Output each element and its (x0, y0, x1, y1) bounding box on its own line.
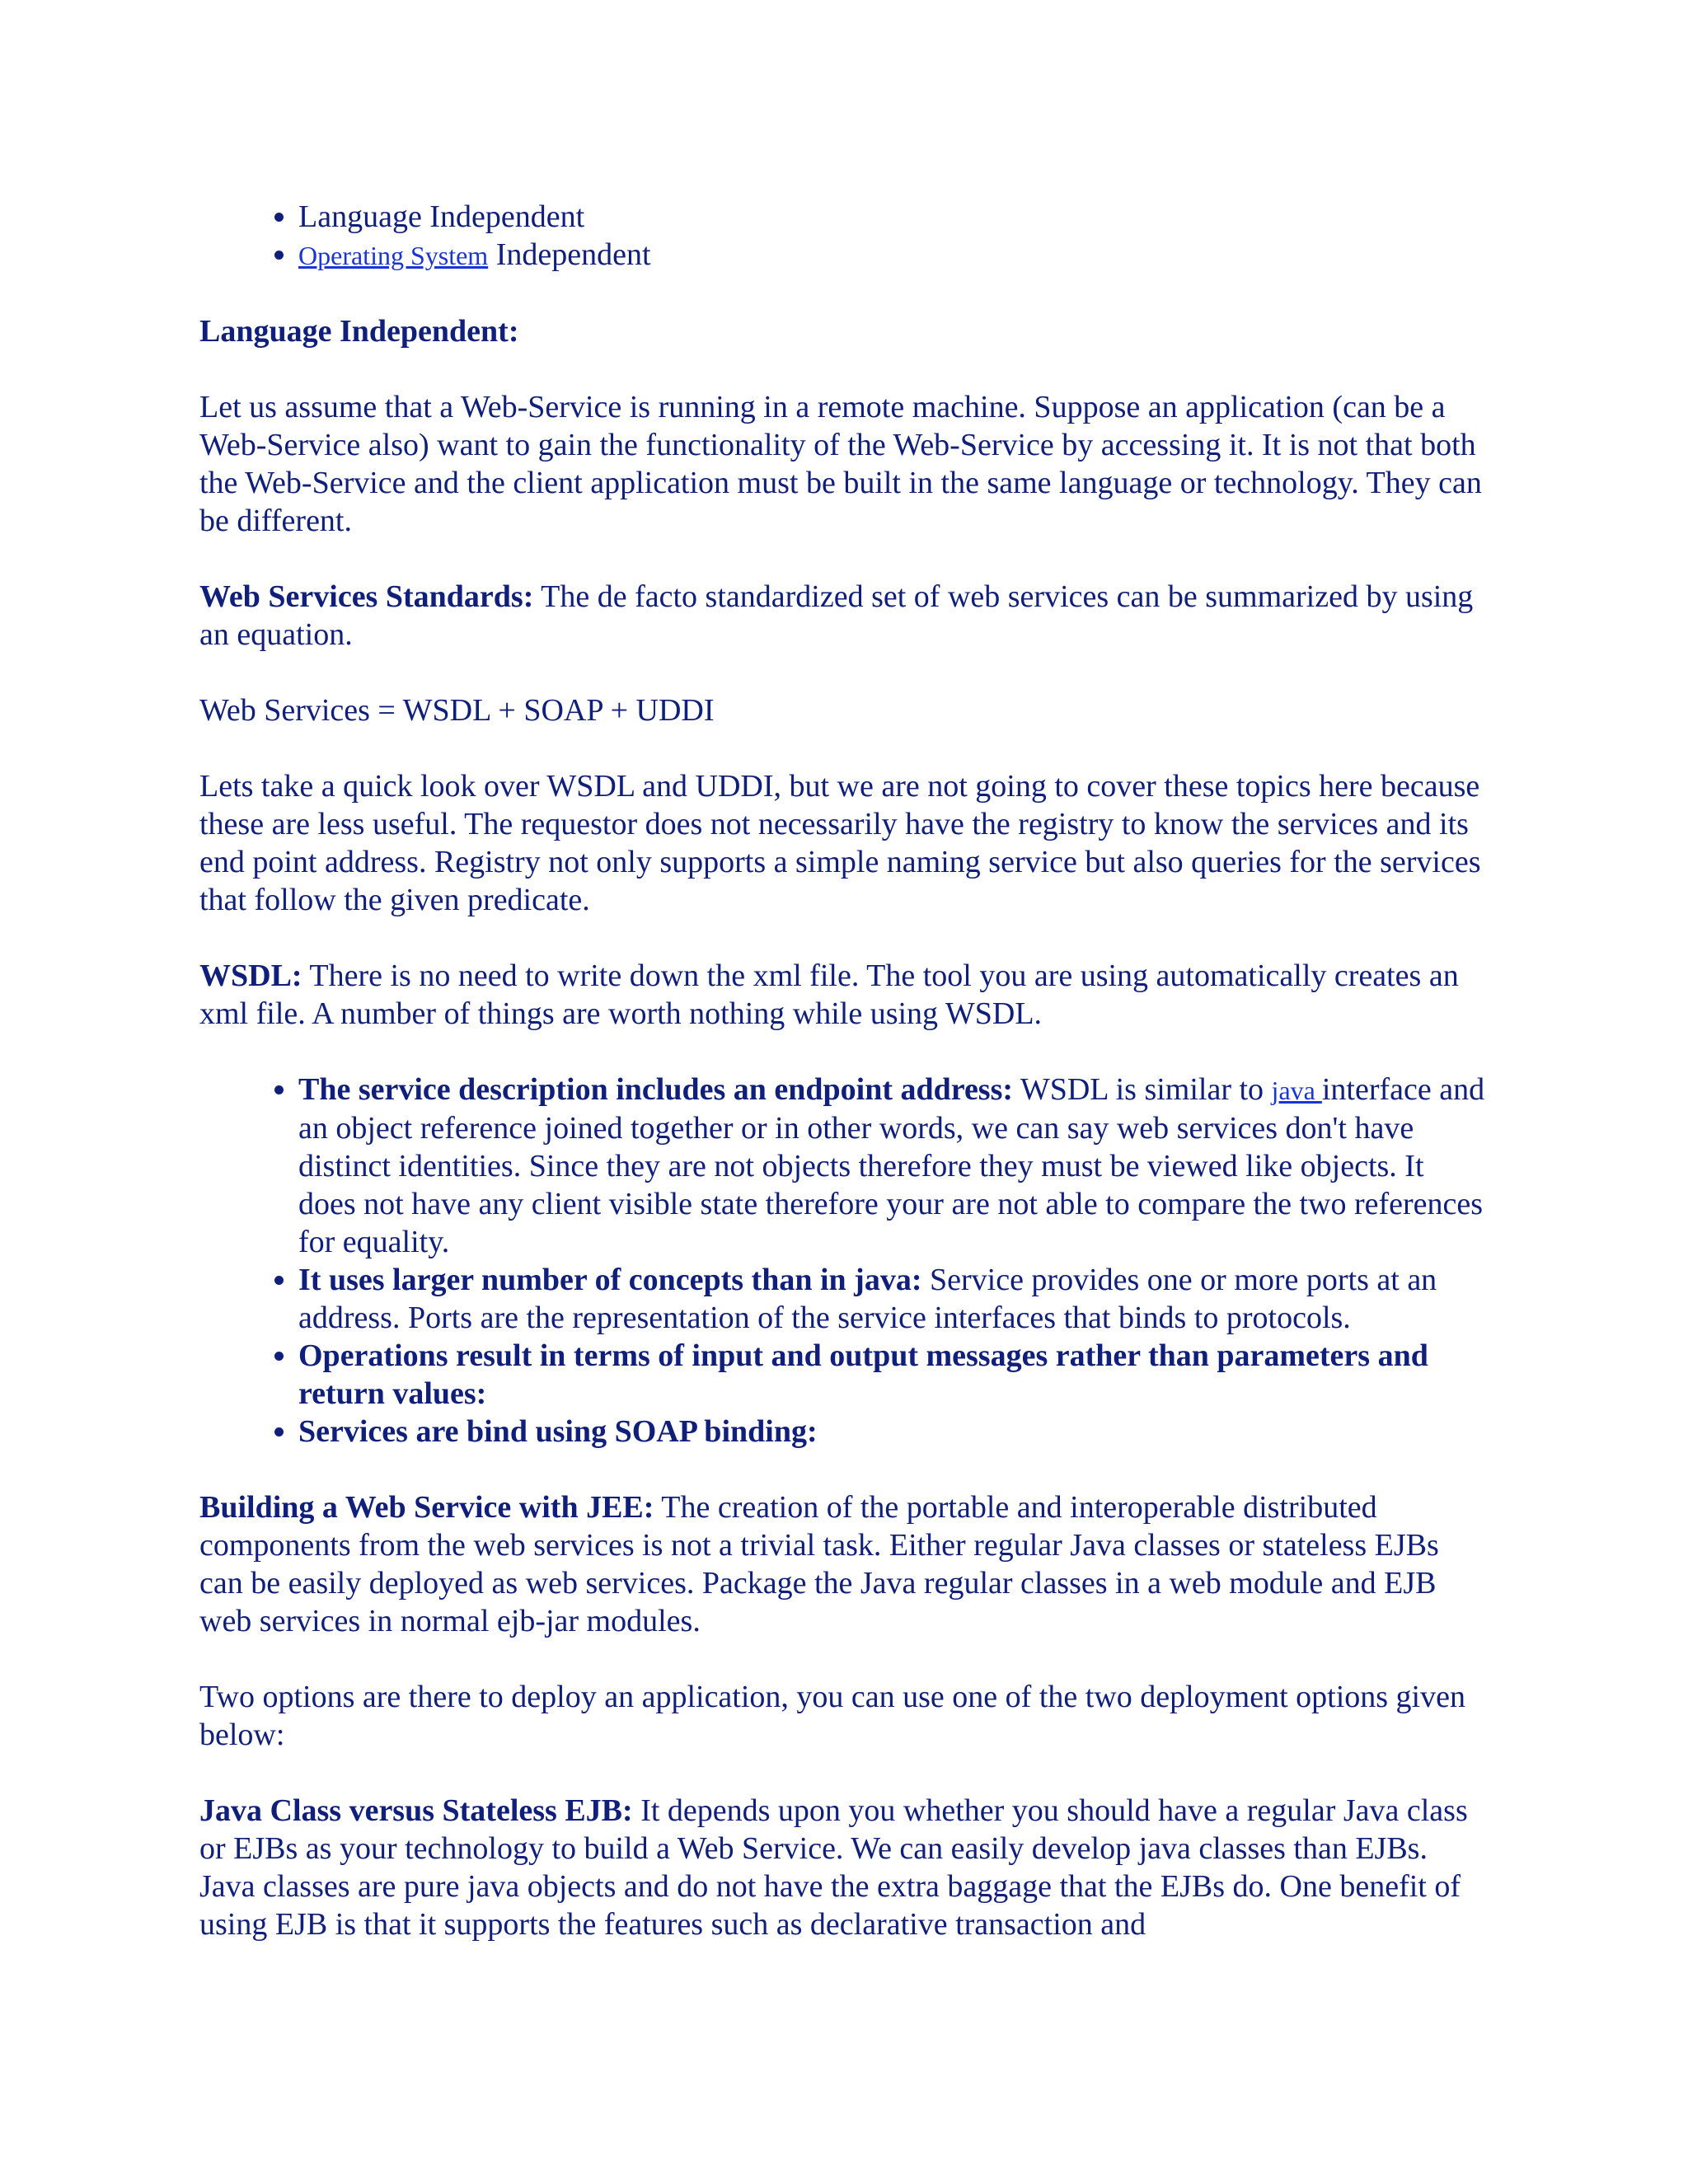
paragraph (199, 578, 1485, 654)
list-item-text: WSDL is similar to (1013, 1072, 1272, 1107)
intro-list (199, 198, 1485, 274)
paragraph: Let us assume that a Web-Service is running in a remote machine. Suppose an application (can be a Web-Service also) want to gain the functionality of the Web-Service by accessing it. It is not that both the Web-Service and the client application must be built in the same language or technology. They can be different. (199, 390, 1482, 538)
language-independent-heading: Language Independent: (199, 314, 519, 349)
building-heading: Building a Web Service with JEE: (199, 1490, 654, 1525)
list-item-heading: Services are bind using SOAP binding: (298, 1414, 818, 1449)
paragraph-text: The de facto standardized set of web services can be summarized by using an equation. (199, 579, 1474, 652)
list-item (298, 198, 1485, 236)
paragraph-text: There is no need to write down the xml file. The tool you are using automatically creates an xml file. A number of things are worth nothing while using WSDL. (199, 958, 1459, 1031)
paragraph: Lets take a quick look over WSDL and UDDI, but we are not going to cover these topics here because these are less useful. The requestor does not necessarily have the registry to know the services and its end point address. Registry not only supports a simple naming service but also queries for the services that follow the given predicate. (199, 769, 1481, 917)
list-item-heading: Operations result in terms of input and output messages rather than parameters and return values: (298, 1338, 1428, 1411)
list-item-text: Service provides one or more ports at an address. Ports are the representation of the service interfaces that binds to protocols. (298, 1263, 1437, 1335)
wsdl-list (199, 1071, 1485, 1451)
paragraph (199, 957, 1485, 1033)
list-item (298, 1261, 1485, 1337)
paragraph: Two options are there to deploy an application, you can use one of the two deployment options given below: (199, 1680, 1465, 1752)
list-item-heading: The service description includes an endpoint address: (298, 1072, 1014, 1107)
paragraph-text: It depends upon you whether you should have a regular Java class or EJBs as your technology to build a Web Service. We can easily develop java classes than EJBs. Java classes are pure java objects and do not have the extra baggage that the EJBs do. One benefit of using EJB is that it supports the features such as declarative transaction and (199, 1793, 1468, 1942)
java-link[interactable]: java (1271, 1076, 1322, 1105)
equation: Web Services = WSDL + SOAP + UDDI (199, 693, 715, 728)
operating-system-link[interactable]: Operating System (298, 241, 489, 270)
document-body (199, 198, 1485, 1981)
list-item (298, 1071, 1485, 1261)
list-item-text: Language Independent (298, 199, 585, 234)
list-item-heading: It uses larger number of concepts than in java: (298, 1263, 922, 1297)
list-item-text: interface and an object reference joined together or in other words, we can say web services don't have distinct identities. Since they are not objects therefore they must be viewed like objects. It does not have any client visible state therefore your are not able to compare the two references for equality. (298, 1072, 1485, 1259)
section-heading (199, 312, 1485, 350)
list-item-text: Independent (488, 237, 651, 272)
standards-heading: Web Services Standards: (199, 579, 534, 614)
wsdl-heading: WSDL: (199, 958, 302, 993)
list-item (298, 1413, 1485, 1451)
list-item (298, 236, 1485, 274)
paragraph (199, 1792, 1485, 1943)
paragraph-text: The creation of the portable and interoperable distributed components from the web services is not a trivial task. Either regular Java classes or stateless EJBs can be easily deployed as web services. Package the Java regular classes in a web module and EJB web services in normal ejb-jar modules. (199, 1490, 1439, 1638)
paragraph (199, 1488, 1485, 1640)
list-item (298, 1337, 1485, 1413)
java-class-heading: Java Class versus Stateless EJB: (199, 1793, 633, 1828)
